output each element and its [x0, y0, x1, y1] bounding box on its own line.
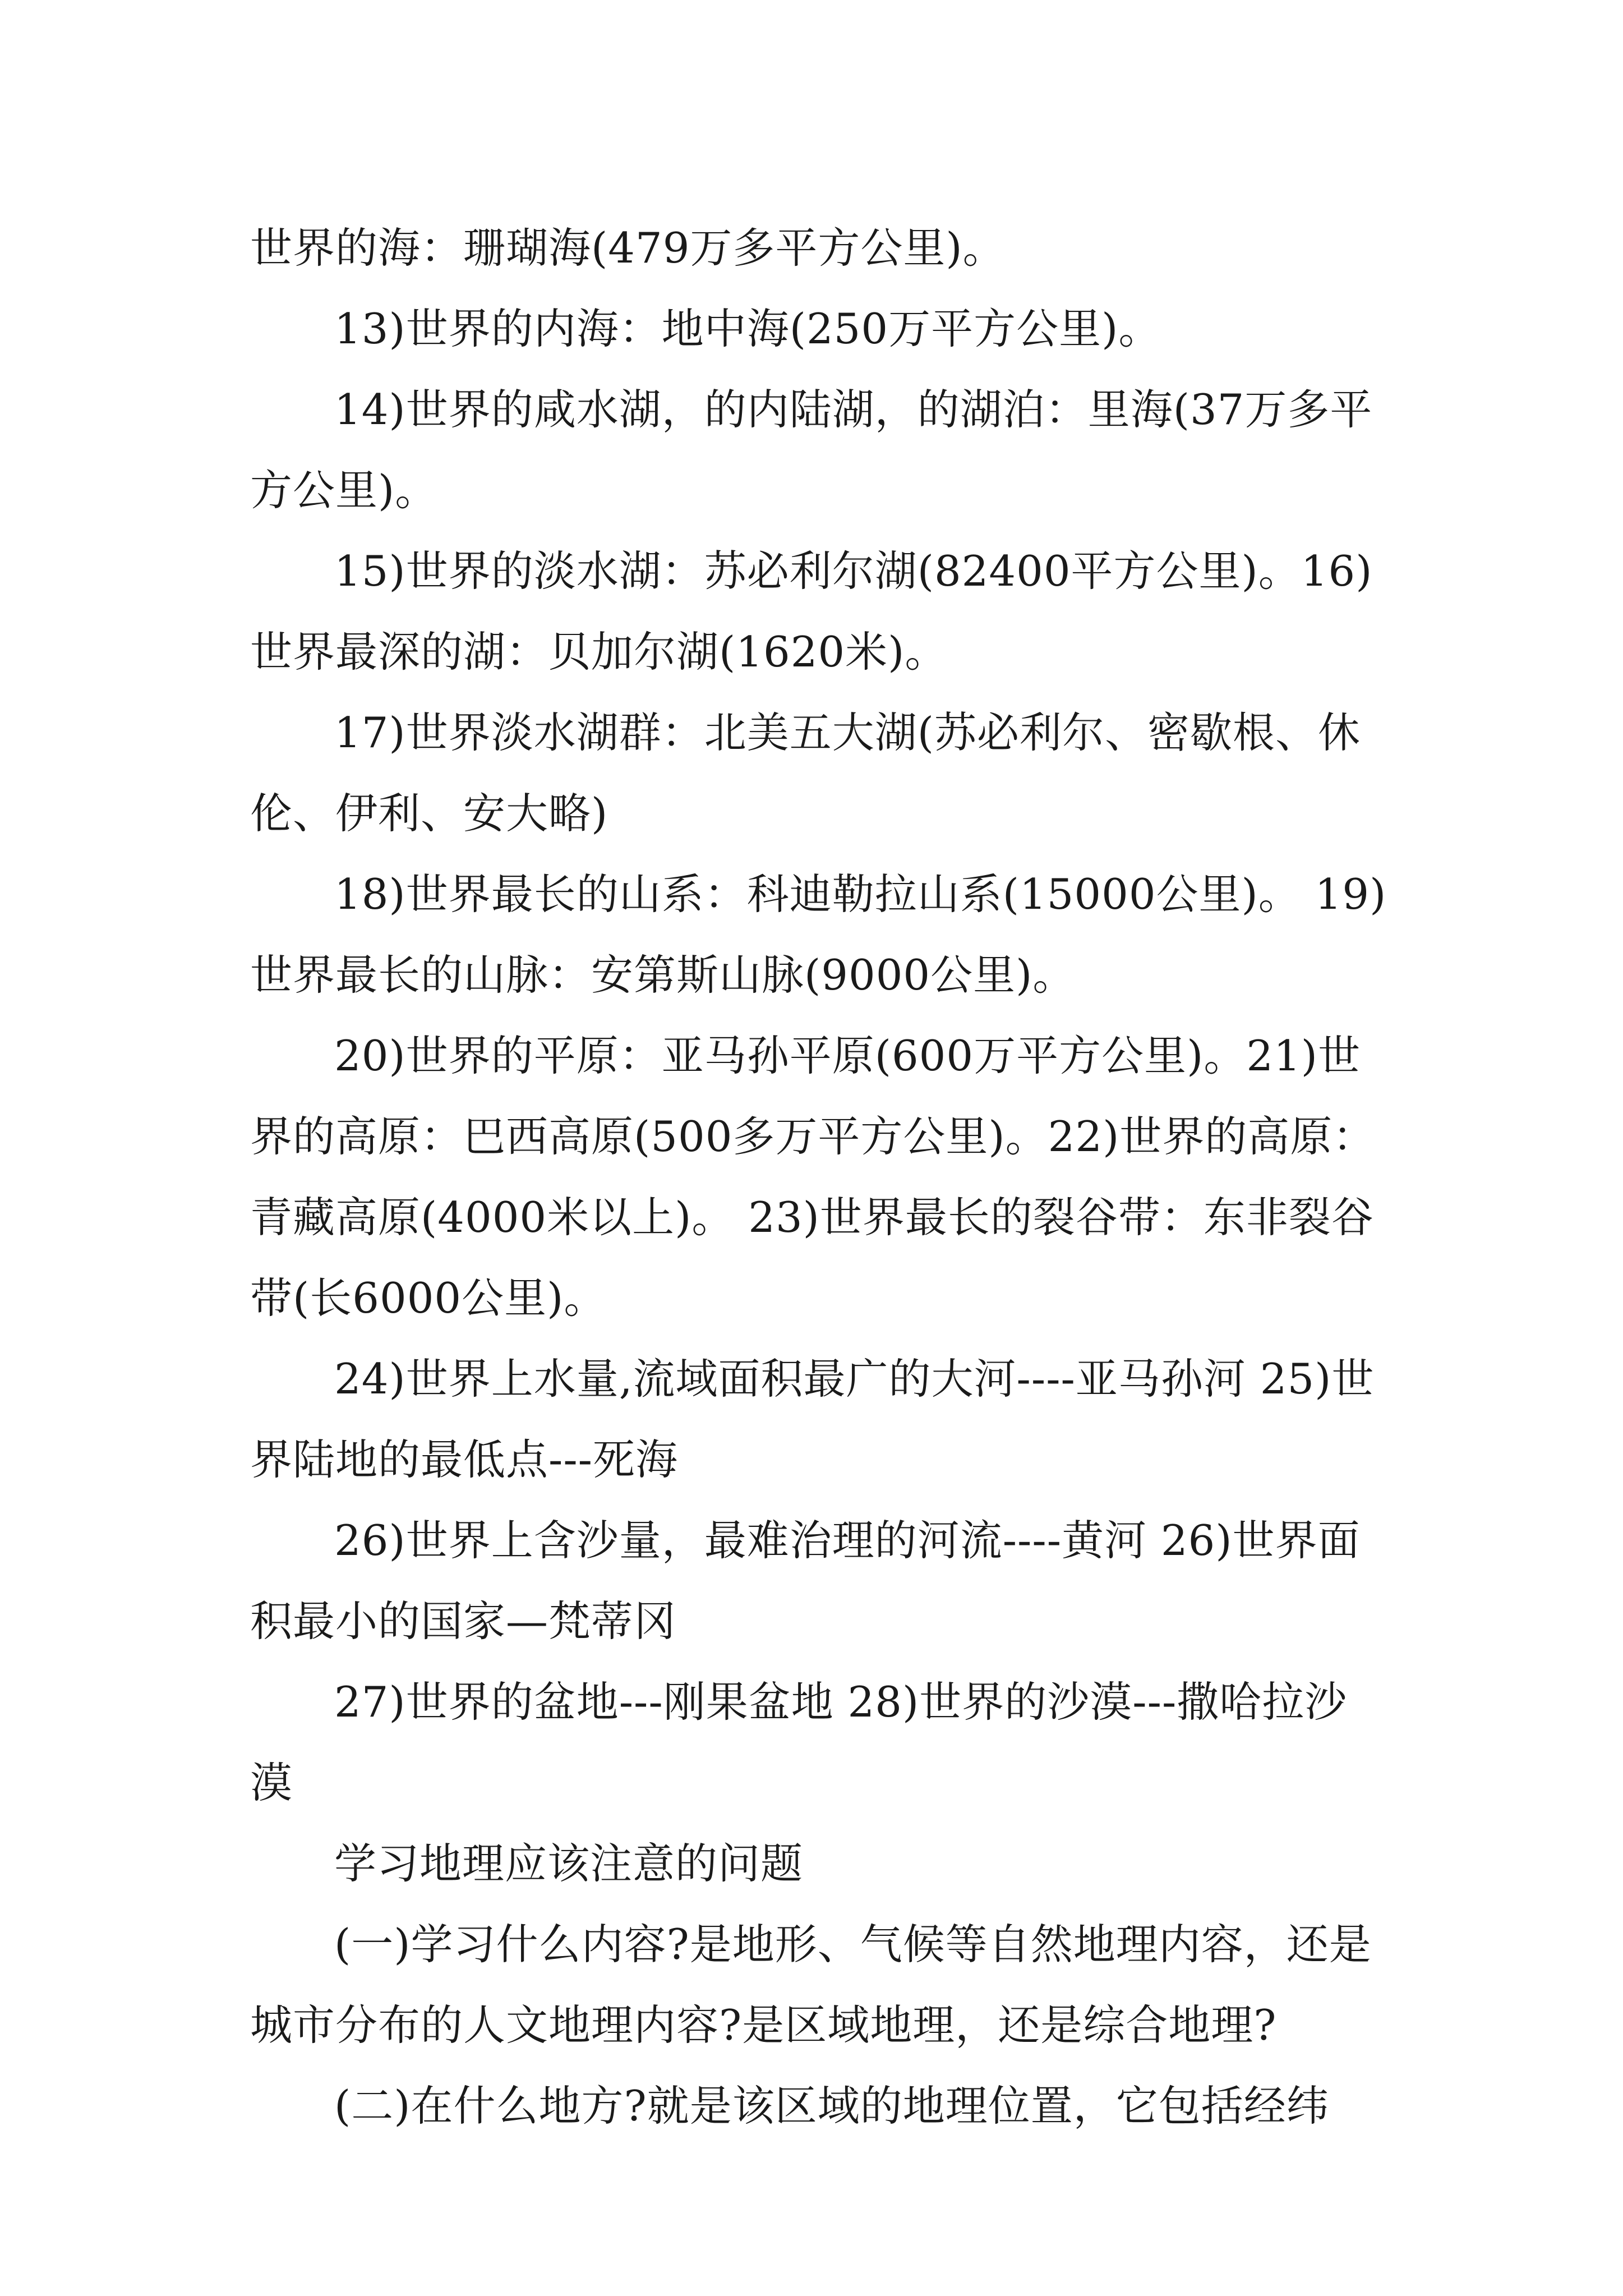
paragraph-tip-1: (一)学习什么内容?是地形、气候等自然地理内容，还是城市分布的人文地理内容?是区域地理，还是综合地理? [250, 1920, 1372, 2050]
paragraph-14-caspian-sea: 14)世界的咸水湖，的内陆湖，的湖泊：里海(37万多平方公里)。 [250, 385, 1373, 515]
paragraph-20-23-plains-plateaus: 20)世界的平原：亚马孙平原(600万平方公里)。21)世界的高原：巴西高原(500多万平方公里)。22)世界的高原：青藏高原(4000米以上)。 23)世界最长的裂谷带：东非裂谷带(长6000公里)。 [250, 1031, 1376, 1323]
paragraph-24-25-amazon-dead-sea: 24)世界上水量,流域面积最广的大河----亚马孙河 25)世界陆地的最低点---死海 [250, 1354, 1375, 1484]
paragraph-17-great-lakes: 17)世界淡水湖群：北美五大湖(苏必利尔、密歇根、休伦、伊利、安大略) [250, 708, 1361, 838]
paragraph-26-yellow-river-vatican: 26)世界上含沙量，最难治理的河流----黄河 26)世界面积最小的国家—梵蒂冈 [250, 1516, 1361, 1646]
paragraph-15-16-lakes: 15)世界的淡水湖：苏必利尔湖(82400平方公里)。16)世界最深的湖：贝加尔湖(1620米)。 [250, 546, 1373, 677]
paragraph-tip-2: (二)在什么地方?就是该区域的地理位置，它包括经纬 [334, 2081, 1329, 2131]
paragraph-18-19-mountains: 18)世界最长的山系：科迪勒拉山系(15000公里)。 19)世界最长的山脉：安第斯山脉(9000公里)。 [250, 869, 1387, 1000]
paragraph-coral-sea: 世界的海：珊瑚海(479万多平方公里)。 [250, 223, 1006, 273]
paragraph-27-28-basin-desert: 27)世界的盆地---刚果盆地 28)世界的沙漠---撒哈拉沙漠 [250, 1677, 1348, 1807]
paragraph-13-inland-sea: 13)世界的内海：地中海(250万平方公里)。 [334, 304, 1161, 353]
document-body [250, 208, 1389, 2146]
section-heading-study-tips: 学习地理应该注意的问题 [334, 1839, 804, 1888]
